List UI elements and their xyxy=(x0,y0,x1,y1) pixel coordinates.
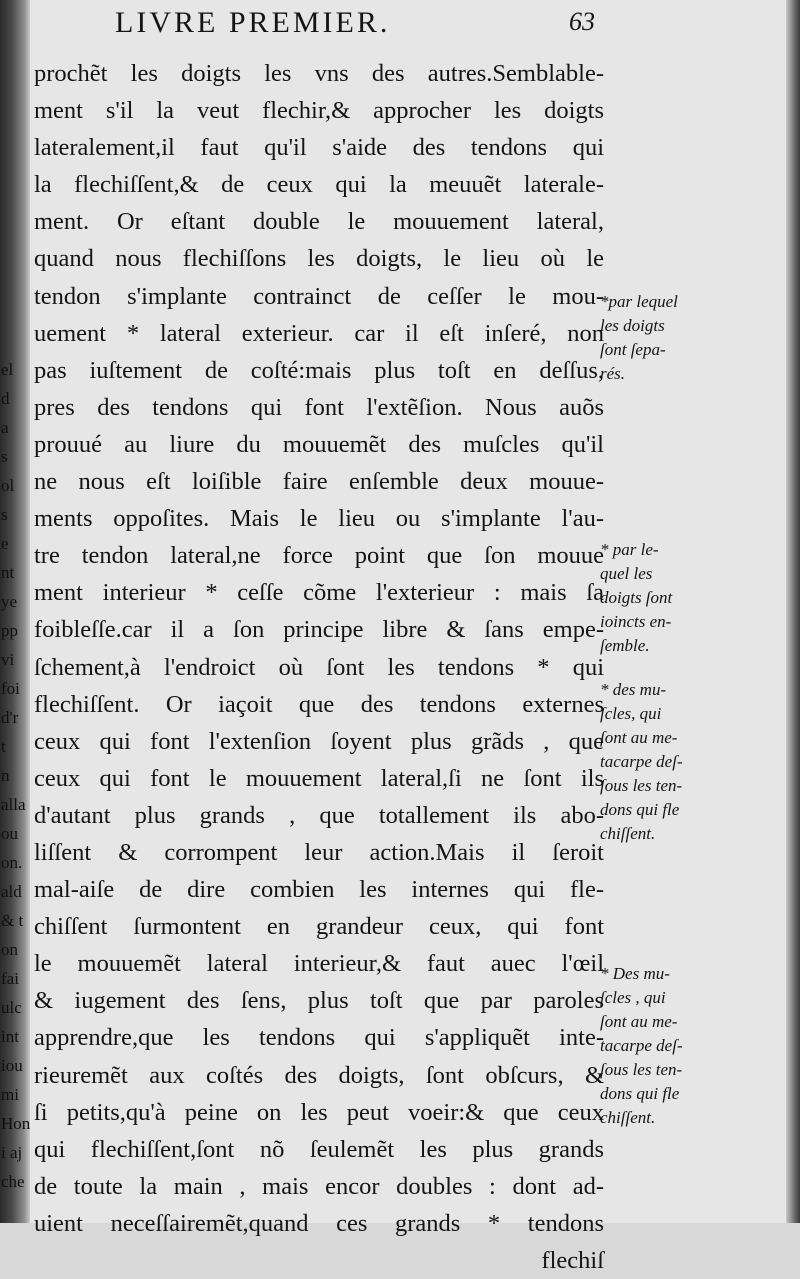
facing-page-fragment: ald xyxy=(1,882,22,901)
facing-page-fragment: & t xyxy=(1,911,24,930)
text-line: flechiſſent. Or iaçoit que des tendons externes xyxy=(34,690,604,718)
facing-page-fragment: pp xyxy=(1,621,18,640)
facing-page-fragment: el xyxy=(1,360,14,379)
marginal-note-line: ſous les ten- xyxy=(600,776,683,795)
facing-page-fragment: foi xyxy=(1,679,20,698)
text-line: chiſſent ſurmontent en grandeur ceux, qui font xyxy=(34,913,604,941)
text-line: foibleſſe.car il a ſon principe libre & ſans empe- xyxy=(34,616,604,644)
facing-page-fragment: ulc xyxy=(1,998,22,1017)
text-line: tre tendon lateral,ne force point que ſon mouue xyxy=(34,542,604,570)
marginal-note-line: *par lequel xyxy=(600,292,678,311)
text-line: apprendre,que les tendons qui s'appliquẽt inte- xyxy=(34,1024,604,1052)
text-line: tendon s'implante contrainct de ceſſer le mou- xyxy=(34,282,604,310)
text-line: ment interieur * ceſſe cõme l'exterieur : mais ſa xyxy=(34,579,604,607)
text-line: mal-aiſe de dire combien les internes qui fle- xyxy=(34,876,604,904)
facing-page-fragment: s xyxy=(1,505,8,524)
marginal-note-line: ſcles, qui xyxy=(600,704,662,723)
marginal-note-line: dons qui fle xyxy=(600,800,680,819)
facing-page-fragment: ol xyxy=(1,476,15,495)
marginal-note-line: ſont ſepa- xyxy=(600,340,666,359)
text-line: uement * lateral exterieur. car il eſt inſeré, non xyxy=(34,319,604,347)
marginal-note-line: ſont au me- xyxy=(600,728,678,747)
marginal-note-line: doigts ſont xyxy=(600,588,673,607)
facing-page-fragment: d xyxy=(1,389,10,408)
text-line: & iugement des ſens, plus toſt que par paroles xyxy=(34,987,604,1015)
marginal-note-line: * par le- xyxy=(600,540,659,559)
text-line: uient neceſſairemẽt,quand ces grands * tendons xyxy=(34,1209,604,1237)
facing-page-fragment: e xyxy=(1,534,9,553)
facing-page-fragment: nt xyxy=(1,563,15,582)
text-line: rieuremẽt aux coſtés des doigts, ſont obſcurs, & xyxy=(34,1061,604,1089)
facing-page-fragment: n xyxy=(1,766,10,785)
page-right-edge xyxy=(786,0,800,1223)
facing-page-fragment: int xyxy=(1,1027,19,1046)
marginal-note-line: quel les xyxy=(600,564,653,583)
facing-page-fragment: vi xyxy=(1,650,15,669)
facing-page-fragments xyxy=(0,0,30,1223)
text-line: pres des tendons qui font l'extẽſion. Nous auõs xyxy=(34,393,604,421)
catchword: flechiſ xyxy=(541,1247,604,1274)
marginal-note-line: dons qui fle xyxy=(600,1084,680,1103)
marginal-note-line: tacarpe deſ- xyxy=(600,752,683,771)
text-line: ſi petits,qu'à peine on les peut voeir:& que ceux xyxy=(34,1098,604,1126)
marginal-note-line: tacarpe deſ- xyxy=(600,1036,683,1055)
text-line: qui flechiſſent,ſont nõ ſeulemẽt les plus grands xyxy=(34,1135,604,1163)
facing-page-fragment: Hon xyxy=(1,1114,31,1133)
text-line: quand nous flechiſſons les doigts, le lieu où le xyxy=(34,245,604,273)
text-line: d'autant plus grands , que totallement ils abo- xyxy=(34,801,604,829)
facing-page-fragment: ou xyxy=(1,824,18,843)
marginal-note-line: chiſſent. xyxy=(600,824,656,843)
marginal-note-line: * des mu- xyxy=(600,680,667,699)
text-line: le mouuemẽt lateral interieur,& faut auec l'œil xyxy=(34,950,604,978)
text-line: liſſent & corrompent leur action.Mais il ſeroit xyxy=(34,838,604,866)
text-line: ments oppoſites. Mais le lieu ou s'implante l'au- xyxy=(34,505,604,533)
marginal-note xyxy=(600,962,750,1130)
marginal-note-line: ſont au me- xyxy=(600,1012,678,1031)
facing-page-fragment: a xyxy=(1,418,9,437)
text-line: pas iuſtement de coſté:mais plus toſt en deſſus, xyxy=(34,356,604,384)
marginal-note-line: ſcles , qui xyxy=(600,988,666,1007)
facing-page-fragment: i aj xyxy=(1,1143,23,1162)
text-line: ment s'il la veut flechir,& approcher les doigts xyxy=(34,97,604,125)
text-line: prochẽt les doigts les vns des autres.Semblable- xyxy=(34,60,604,87)
facing-page-fragment: ye xyxy=(1,592,18,611)
text-line: la flechiſſent,& de ceux qui la meuuẽt laterale- xyxy=(34,171,604,199)
marginal-note-line: ſous les ten- xyxy=(600,1060,683,1079)
marginal-note-line: chiſſent. xyxy=(600,1108,656,1127)
marginal-note-line: rés. xyxy=(600,364,626,383)
marginal-note-line: ſemble. xyxy=(600,636,650,655)
marginal-note xyxy=(600,678,750,846)
facing-page-fragment: t xyxy=(1,737,6,756)
facing-page-fragment: d'r xyxy=(1,708,19,727)
marginal-note xyxy=(600,538,750,658)
text-line: ment. Or eſtant double le mouuement lateral, xyxy=(34,208,604,236)
facing-page-fragment: mi xyxy=(1,1085,19,1104)
marginal-note xyxy=(600,290,750,386)
facing-page-fragment: che xyxy=(1,1172,25,1191)
marginal-note-line: les doigts xyxy=(600,316,665,335)
folio-number: 63 xyxy=(569,7,595,36)
text-line: ceux qui font l'extenſion ſoyent plus grãds , que xyxy=(34,727,604,755)
text-line: prouué au liure du mouuemẽt des muſcles qu'il xyxy=(34,430,604,458)
facing-page-fragment: s xyxy=(1,447,8,466)
text-line: ne nous eſt loiſible faire enſemble deux mouue- xyxy=(34,468,604,496)
running-head xyxy=(115,2,595,44)
text-line: lateralement,il faut qu'il s'aide des tendons qui xyxy=(34,134,604,162)
facing-page-fragment: on xyxy=(1,940,18,959)
marginal-note-line: ioincts en- xyxy=(600,612,672,631)
body-text xyxy=(34,55,604,1279)
text-line: de toute la main , mais encor doubles : dont ad- xyxy=(34,1172,604,1200)
text-line: ceux qui font le mouuement lateral,ſi ne ſont ils xyxy=(34,764,604,792)
facing-page-fragment: fai xyxy=(1,969,19,988)
facing-page-fragment: iou xyxy=(1,1056,23,1075)
marginal-note-line: * Des mu- xyxy=(600,964,670,983)
facing-page-fragment: on. xyxy=(1,853,23,872)
text-line: ſchement,à l'endroict où ſont les tendons * qui xyxy=(34,653,604,681)
running-title: LIVRE PREMIER. xyxy=(115,6,391,39)
facing-page-fragment: alla xyxy=(1,795,26,814)
